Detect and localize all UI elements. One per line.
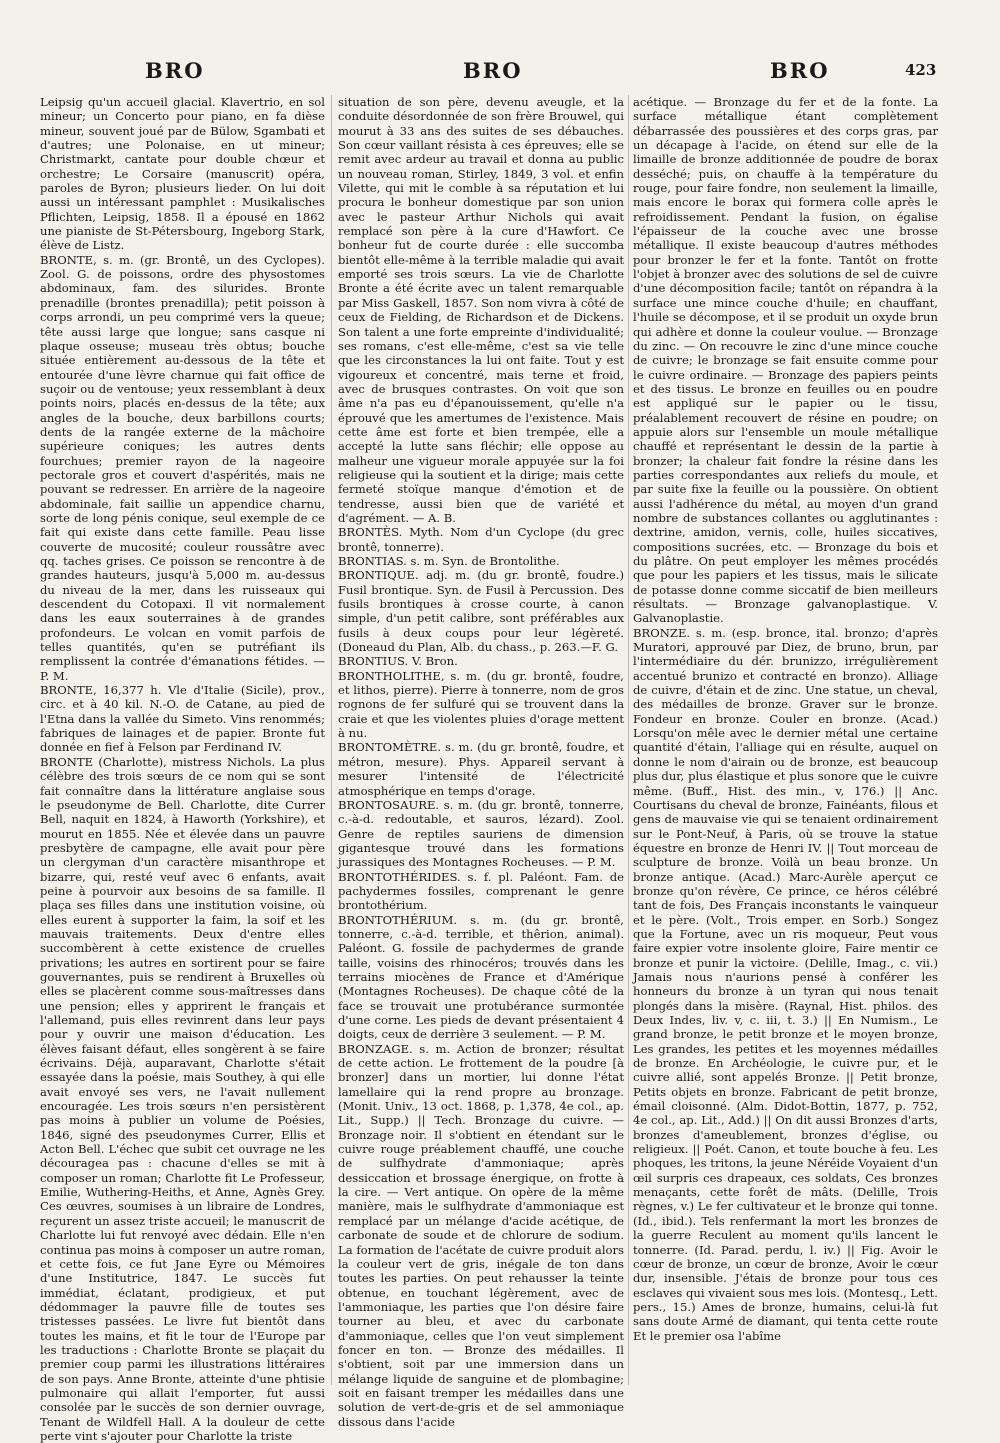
running-head-right: BRO <box>770 58 830 83</box>
entry-paragraph: BRONTOMÈTRE. s. m. (du gr. brontê, foudre, et métron, mesure). Phys. Appareil servant à mesurer l'intensité de l'électricité atmosphérique en temps d'orage. <box>338 740 624 798</box>
page-number: 423 <box>905 61 937 79</box>
entry-paragraph: BRONTIUS. V. Bron. <box>338 654 458 669</box>
entry-paragraph: situation de son père, devenu aveugle, et la conduite désordonnée de son frère Brouwel, qui mourut à 33 ans des suites de ses débauches. Son cœur vaillant résista à ces épreuves; elle se remit avec ardeur au travail et donna au public un nouveau roman, Stirley, 1849, 3 vol. et enfin Vilette, qui mit le comble à sa réputation et lui procura le bonheur domestique par son union avec le pasteur Arthur Nichols qui avait remplacé son père à la cure d'Hawfort. Ce bonheur fut de courte durée : elle succomba bientôt elle-même à la terrible maladie qui avait emporté ses trois sœurs. La vie de Charlotte Bronte a été écrite avec un talent remarquable par Miss Gaskell, 1857. Son nom vivra à côté de ceux de Fielding, de Richardson et de Dickens. Son talent a une forte empreinte d'individualité; ses romans, c'est elle-même, c'est sa vie telle que les circonstances la lui ont faite. Tout y est vigoureux et concentré, mais terne et froid, avec de brusques contrastes. On voit que son âme n'a pas eu d'épanouissement, qu'elle n'a éprouvé que les amertumes de l'existence. Mais cette âme est forte et bien trempée, elle a accepté la lutte sans fléchir; elle oppose au malheur une vigueur morale appuyée sur la foi religieuse qui la soutient et la dirige; mais cette fermeté stoïque manque d'émotion et de tendresse, aussi bien que de variété et d'agrément. — A. B. <box>338 95 624 525</box>
entry-paragraph: BRONTOTHÉRIDES. s. f. pl. Paléont. Fam. de pachydermes fossiles, comprenant le genre brontothérium. <box>338 869 624 913</box>
entry-paragraph: BRONTHOLITHE, s. m. (du gr. brontê, foudre, et lithos, pierre). Pierre à tonnerre, nom de gros rognons de fer sulfuré qui se trouvent dans la craie et que les violentes pluies d'orage mettent à nu. <box>338 668 624 741</box>
entry-paragraph: BRONTOTHÉRIUM. s. m. (du gr. brontê, tonnerre, c.-à-d. terrible, et thêrion, animal). Paléont. G. fossile de pachydermes de grande taille, voisins des rhinocéros; trouvés dans les terrains miocènes de France et d'Amérique (Montagnes Rocheuses). De chaque côté de la face se trouvait une protubérance surmontée d'une corne. Les pieds de devant présentaient 4 doigts, ceux de derrière 3 seulement. — P. M. <box>338 912 624 1042</box>
center-column <box>338 95 624 1429</box>
entry-paragraph: BRONTE, s. m. (gr. Brontê, un des Cyclopes). Zool. G. de poissons, ordre des physostomes abdominaux, fam. des silurides. Bronte prenadille (brontes prenadilla); petit poisson à corps arrondi, un peu comprimé vers la queue; tête aussi large que longue; sans casque ni plaque osseuse; museau très obtus; bouche située entièrement au-dessous de la tête et entourée d'une lèvre charnue qui fait office de suçoir ou de ventouse; yeux ressemblant à deux points noirs, placés en-dessus de la tête; aux angles de la bouche, deux barbillons courts; dents de la rangée externe de la mâchoire supérieure coniques; les autres dents fourchues; premier rayon de la nageoire pectorale gros et couvert d'aspérités, mais ne pouvant se redresser. En arrière de la nageoire abdominale, fait saillie un appendice charnu, sorte de long pénis conique, seul exemple de ce fait qui existe dans cette famille. Peau lisse couverte de mucosité; couleur roussâtre avec qq. taches grises. Ce poisson se rencontre à de grandes hauteurs, jusqu'à 5,000 m. au-dessus du niveau de la mer, dans les ruisseaux qui descendent du Cotopaxi. Il vit normalement dans les eaux souterraines à de grandes profondeurs. Le volcan en vomit parfois de telles quantités, qu'en se putréfiant ils remplissent la contrée d'émanations fétides. — P. M. <box>40 252 325 683</box>
entry-paragraph: BRONTÈS. Myth. Nom d'un Cyclope (du grec brontê, tonnerre). <box>338 525 624 554</box>
running-head-left: BRO <box>145 58 205 83</box>
entry-paragraph: Leipsig qu'un accueil glacial. Klavertrio, en sol mineur; un Concerto pour piano, en fa dièse mineur, souvent joué par de Bülow, Sgambati et d'autres; une Polonaise, en ut mineur; Christmarkt, cantate pour double chœur et orchestre; Le Corsaire (manuscrit) opéra, paroles de Byron; plusieurs lieder. On lui doit aussi un intéressant pamphlet : Musikalisches Pflichten, Leipsig, 1858. Il a épousé en 1862 une pianiste de St-Pétersbourg, Ingeborg Stark, élève de Listz. <box>40 95 325 253</box>
column-divider <box>331 95 332 1385</box>
entry-paragraph: BRONTIAS. s. m. Syn. de Brontolithe. <box>338 554 560 568</box>
column-divider <box>628 95 629 1385</box>
running-head-center: BRO <box>463 58 523 83</box>
entry-paragraph: BRONZE. s. m. (esp. bronce, ital. bronzo; d'après Muratori, approuvé par Diez, de bruno, brun, par l'intermédiaire du dér. brunizzo, irrégulièrement accentué brunizo et contracté en bronzo). Alliage de cuivre, d'étain et de zinc. Une statue, un cheval, des médailles de bronze. Graver sur le bronze. Fondeur en bronze. Couler en bronze. (Acad.) Lorsqu'on mêle avec le dernier métal une certaine quantité d'étain, l'alliage qui en résulte, auquel on donne le nom d'airain ou de bronze, est beaucoup plus dur, plus élastique et plus sonore que le cuivre même. (Buff., Hist. des min., v, 176.) || Anc. Courtisans du cheval de bronze, Fainéants, filous et gens de mauvaise vie qui se tenaient ordinairement sur le Pont-Neuf, à Paris, où se trouve la statue équestre en bronze de Henri IV. || Tout morceau de sculpture de bronze. Voilà un beau bronze. Un bronze antique. (Acad.) Marc-Aurèle aperçut ce bronze qu'on révère, Ce prince, ce héros célébré tant de fois, Des Français inconstants le vainqueur et le père. (Volt., Trois emper. en Sorb.) Songez que la Fortune, avec un ris moqueur, Peut vous faire expier votre insolente gloire, Faire mentir ce bronze et punir la victoire. (Delille, Imag., c. vii.) Jamais nous n'aurions pensé à conférer les honneurs du bronze à un tyran qui nous tenait plongés dans la misère. (Raynal, Hist. philos. des Deux Indes, liv. v, c. iii, t. 3.) || En Numism., Le grand bronze, le petit bronze et le moyen bronze, Les grandes, les petites et les moyennes médailles de bronze. En Archéologie, le cuivre pur, et le cuivre allié, sont appelés Bronze. || Petit bronze, Petits objets en bronze. Fabricant de petit bronze, émail cloisonné. (Alm. Didot-Bottin, 1877, p. 752, 4e col., ap. Lit., Add.) || On dit aussi Bronzes d'arts, bronzes d'ameublement, bronzes d'église, ou religieux. || Poét. Canon, et toute bouche à feu. Les phoques, les tritons, la jeune Néréide Voyaient d'un œil surpris ces drapeaux, ces soldats, Ces bronzes menaçants, cette forêt de mâts. (Delille, Trois règnes, v.) Le fer cultivateur et le bronze qui tonne. (Id., ibid.). Tels renfermant la mort les bronzes de la guerre Reculent au moment qu'ils lancent le tonnerre. (Id. Parad. perdu, l. iv.) || Fig. Avoir le cœur de bronze, un cœur de bronze, Avoir le cœur dur, insensible. J'étais de bronze pour tous ces esclaves qui vivaient sous mes lois. (Montesq., Lett. pers., 15.) Ames de bronze, humains, celui-là fut sans doute Armé de diamant, qui tenta cette route Et le premier osa l'abîme <box>633 625 938 1343</box>
page-header <box>0 58 1000 88</box>
entry-paragraph: BRONTIQUE. adj. m. (du gr. brontê, foudre.) Fusil brontique. Syn. de Fusil à Percussion. Des fusils brontiques à crosse courte, à canon simple, d'un petit calibre, sont préférables aux fusils à deux coups pour leur légèreté. (Doneaud du Plan, Alb. du chass., p. 263.—F. G. <box>338 568 624 655</box>
entry-paragraph: BRONTE (Charlotte), mistress Nichols. La plus célèbre des trois sœurs de ce nom qui se sont fait connaître dans la littérature anglaise sous le pseudonyme de Bell. Charlotte, dite Currer Bell, naquit en 1824, à Haworth (Yorkshire), et mourut en 1855. Née et élevée dans un pauvre presbytère de campagne, elle avait pour père un clergyman d'un caractère misanthrope et bizarre, qui, resté veuf avec 6 enfants, avait peine à pourvoir aux besoins de sa famille. Il plaça ses filles dans une institution voisine, où elles eurent à supporter la faim, la soif et les mauvais traitements. Deux d'entre elles succombèrent à cette existence de cruelles privations; les autres en sortirent pour se faire gouvernantes, puis se rendirent à Bruxelles où elles se placèrent comme sous-maîtresses dans une pension; elles y apprirent le français et l'allemand, puis elles revinrent dans leur pays pour y ouvrir une maison d'éducation. Les élèves faisant défaut, elles songèrent à se faire écrivains. Déjà, auparavant, Charlotte s'était essayée dans la poésie, mais Southey, à qui elle avait envoyé ses vers, ne l'avait nullement encouragée. Les trois sœurs n'en persistèrent pas moins à publier un volume de Poésies, 1846, signé des pseudonymes Currer, Ellis et Acton Bell. L'échec que subit cet ouvrage ne les découragea pas : chacune d'elles se mit à composer un roman; Charlotte fit Le Professeur, Emilie, Wuthering-Heiths, et Anne, Agnès Grey. Ces œuvres, soumises à un libraire de Londres, reçurent un assez triste accueil; le manuscrit de Charlotte lui fut renvoyé avec dédain. Elle n'en continua pas moins à composer un autre roman, et cette fois, ce fut Jane Eyre ou Mémoires d'une Institutrice, 1847. Le succès fut immédiat, éclatant, prodigieux, et put dédommager la pauvre fille de toutes ses tristesses passées. Le livre fut bientôt dans toutes les mains, et fit le tour de l'Europe par les traductions : Charlotte Bronte se plaçait du premier coup parmi les illustrations littéraires de son pays. Anne Bronte, atteinte d'une phtisie pulmonaire qui allait l'emporter, fut aussi consolée par le succès de son dernier ouvrage, Tenant de Wildfell Hall. A la douleur de cette perte vint s'ajouter pour Charlotte la triste <box>40 754 325 1443</box>
entry-paragraph: acétique. — Bronzage du fer et de la fonte. La surface métallique étant complètement débarrassée des poussières et des corps gras, par un décapage à l'acide, on étend sur elle de la limaille de bronze additionnée de poudre de borax desséché; puis, on chauffe à la température du rouge, pour faire fondre, non seulement la limaille, mais encore le borax qui formera colle après le refroidissement. Pendant la fusion, on égalise l'épaisseur de la couche avec une brosse métallique. Il existe beaucoup d'autres méthodes pour bronzer le fer et la fonte. Tantôt on frotte l'objet à bronzer avec des solutions de sel de cuivre d'une décomposition facile; tantôt on répandra à la surface une mince couche d'huile; en chauffant, l'huile se décompose, et il se produit un oxyde brun qui adhère et donne la couleur voulue. — Bronzage du zinc. — On recouvre le zinc d'une mince couche de cuivre; le bronzage se fait ensuite comme pour le cuivre ordinaire. — Bronzage des papiers peints et des tissus. Le bronze en feuilles ou en poudre est appliqué sur le papier ou le tissu, préalablement recouvert de résine en poudre; on appuie alors sur l'ensemble un moule métallique chauffé et représentant le dessin de la partie à bronzer; la chaleur fait fondre la résine dans les parties correspondantes aux reliefs du moule, et par suite fixe la feuille ou la poussière. On obtient aussi l'adhérence du métal, au moyen d'un grand nombre de substances collantes ou agglutinantes : dextrine, amidon, vernis, colle, huiles siccatives, compositions sucrées, etc. — Bronzage du bois et du plâtre. On peut employer les mêmes procédés que pour les papiers et les tissus, mais le silicate de potasse donne comme siccatif de bien meilleurs résultats. — Bronzage galvanoplastique. V. Galvanoplastie. <box>633 95 938 626</box>
entry-paragraph: BRONTOSAURE. s. m. (du gr. brontê, tonnerre, c.-à-d. redoutable, et sauros, lézard). Zool. Genre de reptiles sauriens de dimension gigantesque trouvé dans les formations jurassiques des Montagnes Rocheuses. — P. M. <box>338 797 624 870</box>
entry-paragraph: BRONTE, 16,377 h. Vle d'Italie (Sicile), prov., circ. et à 40 kil. N.-O. de Catane, au pied de l'Etna dans la vallée du Simeto. Vins renommés; fabriques de lainages et de papier. Bronte fut donnée en fief à Felson par Ferdinand IV. <box>40 683 325 755</box>
right-column <box>633 95 938 1385</box>
left-column <box>40 95 325 1443</box>
entry-paragraph: BRONZAGE. s. m. Action de bronzer; résultat de cette action. Le frottement de la poudre [à bronzer] dans un mortier, lui donne l'état lamellaire qui la rend propre au bronzage. (Monit. Univ., 13 oct. 1868, p. 1,378, 4e col., ap. Lit., Supp.) || Tech. Bronzage du cuivre. — Bronzage noir. Il s'obtient en étendant sur le cuivre rouge préablement chauffé, une couche de sulfhydrate d'ammoniaque; après dessiccation et brossage énergique, on frotte à la cire. — Vert antique. On opère de la même manière, mais le sulfhydrate d'ammoniaque est remplacé par un mélange d'acide acétique, de carbonate de soude et de chlorure de sodium. La formation de l'acétate de cuivre produit alors la couleur vert de gris, inégale de ton dans toutes les parties. On peut rehausser la teinte obtenue, en touchant légèrement, avec de l'ammoniaque, les parties que l'on désire faire tourner au bleu, et avec du carbonate d'ammoniaque, celles que l'on veut simplement foncer en ton. — Bronze des médailles. Il s'obtient, soit par une immersion dans un mélange liquide de sanguine et de plombagine; soit en faisant tremper les médailles dans une solution de vert-de-gris et de sel ammoniaque dissous dans l'acide <box>338 1041 624 1429</box>
